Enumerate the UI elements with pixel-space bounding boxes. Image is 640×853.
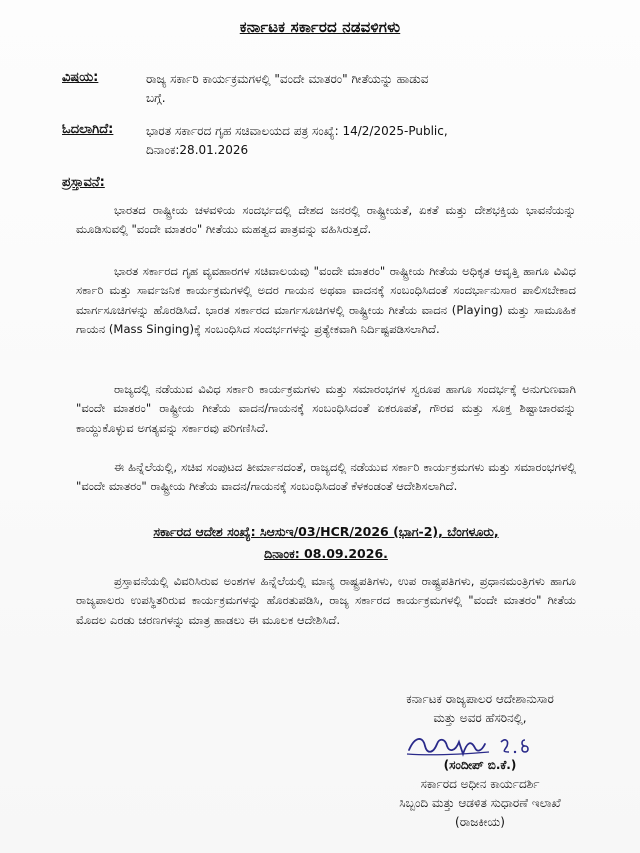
reference-line-2: ದಿನಾಂಕ:28.01.2026	[146, 143, 249, 157]
preamble-paragraph-4: ಈ ಹಿನ್ನೆಲೆಯಲ್ಲಿ, ಸಚಿವ ಸಂಪುಟದ ತೀರ್ಮಾನದಂತೆ, ರಾಜ್ಯದಲ್ಲಿ ನಡೆಯುವ ಸರ್ಕಾರಿ ಕಾರ್ಯಕ್ರಮಗಳು ಮತ್ತು ಸಮಾರಂಭಗಳಲ್ಲಿ "ವಂದೇ ಮಾತರಂ" ರಾಷ್ಟ್ರೀಯ ಗೀತೆಯ ವಾದನ/ಗಾಯನಕ್ಕೆ ಸಂಬಂಧಿಸಿದಂತೆ ಕೆಳಕಂಡಂತೆ ಆದೇಶಿಸಲಾಗಿದೆ.	[76, 460, 576, 494]
signatory-name: (ಸಂದೀಪ್ ಬಿ.ಕೆ.)	[443, 758, 517, 772]
order-paragraph: ಪ್ರಸ್ತಾವನೆಯಲ್ಲಿ ವಿವರಿಸಿರುವ ಅಂಶಗಳ ಹಿನ್ನೆಲೆಯಲ್ಲಿ ಮಾನ್ಯ ರಾಷ್ಟ್ರಪತಿಗಳು, ಉಪ ರಾಷ್ಟ್ರಪತಿಗಳು, ಪ್ರಧಾನಮಂತ್ರಿಗಳು ಹಾಗೂ ರಾಜ್ಯಪಾಲರು ಉಪಸ್ಥಿತರಿರುವ ಕಾರ್ಯಕ್ರಮಗಳನ್ನು ಹೊರತುಪಡಿಸಿ, ರಾಜ್ಯ ಸರ್ಕಾರದ ಕಾರ್ಯಕ್ರಮಗಳಲ್ಲಿ "ವಂದೇ ಮಾತರಂ" ಗೀತೆಯ ಮೊದಲ ಎರಡು ಚರಣಗಳನ್ನು ಮಾತ್ರ ಹಾಡಲು ಈ ಮೂಲಕ ಆದೇಶಿಸಿದೆ.	[76, 574, 576, 627]
preamble-paragraph-3: ರಾಜ್ಯದಲ್ಲಿ ನಡೆಯುವ ವಿವಿಧ ಸರ್ಕಾರಿ ಕಾರ್ಯಕ್ರಮಗಳು ಮತ್ತು ಸಮಾರಂಭಗಳ ಸ್ವರೂಪ ಹಾಗೂ ಸಂದರ್ಭಕ್ಕೆ ಅನುಗುಣವಾಗಿ "ವಂದೇ ಮಾತರಂ" ರಾಷ್ಟ್ರೀಯ ಗೀತೆಯ ವಾದನ/ಗಾಯನಕ್ಕೆ ಸಂಬಂಧಿಸಿದಂತೆ ಏಕರೂಪತೆ, ಗೌರವ ಮತ್ತು ಸೂಕ್ತ ಶಿಷ್ಟಾಚಾರವನ್ನು ಕಾಯ್ದುಕೊಳ್ಳುವ ಅಗತ್ಯವನ್ನು ಸರ್ಕಾರವು ಪರಿಗಣಿಸಿದೆ.	[76, 382, 576, 435]
subject-label: ವಿಷಯ:	[62, 70, 99, 85]
signatory-section: (ರಾಜಕೀಯ)	[455, 815, 505, 829]
signatory-designation: ಸರ್ಕಾರದ ಅಧೀನ ಕಾರ್ಯದರ್ಶಿ	[420, 777, 540, 791]
preamble-label: ಪ್ರಸ್ತಾವನೆ:	[62, 175, 105, 190]
subject-line-1: ರಾಜ್ಯ ಸರ್ಕಾರಿ ಕಾರ್ಯಕ್ರಮಗಳಲ್ಲಿ "ವಂದೇ ಮಾತರಂ" ಗೀತೆಯನ್ನು ಹಾಡುವ	[146, 72, 429, 86]
signatory-department: ಸಿಬ್ಬಂದಿ ಮತ್ತು ಆಡಳಿತ ಸುಧಾರಣೆ ಇಲಾಖೆ	[399, 796, 561, 810]
closing-line-2: ಮತ್ತು ಅವರ ಹೆಸರಿನಲ್ಲಿ,	[433, 711, 527, 725]
subject-line-2: ಬಗ್ಗೆ.	[146, 91, 166, 105]
preamble-paragraph-1: ಭಾರತದ ರಾಷ್ಟ್ರೀಯ ಚಳವಳಿಯ ಸಂದರ್ಭದಲ್ಲಿ ದೇಶದ ಜನರಲ್ಲಿ ರಾಷ್ಟ್ರೀಯತೆ, ಏಕತೆ ಮತ್ತು ದೇಶಭಕ್ತಿಯ ಭಾವನೆಯನ್ನು ಮೂಡಿಸುವಲ್ಲಿ "ವಂದೇ ಮಾತರಂ" ಗೀತೆಯು ಮಹತ್ವದ ಪಾತ್ರವನ್ನು ವಹಿಸಿರುತ್ತದೆ.	[76, 203, 576, 237]
order-date-line: ದಿನಾಂಕ: 08.09.2026.	[264, 546, 388, 561]
preamble-paragraph-2: ಭಾರತ ಸರ್ಕಾರದ ಗೃಹ ವ್ಯವಹಾರಗಳ ಸಚಿವಾಲಯವು "ವಂದೇ ಮಾತರಂ" ರಾಷ್ಟ್ರೀಯ ಗೀತೆಯ ಅಧಿಕೃತ ಆವೃತ್ತಿ ಹಾಗೂ ವಿವಿಧ ಸರ್ಕಾರಿ ಮತ್ತು ಸಾರ್ವಜನಿಕ ಕಾರ್ಯಕ್ರಮಗಳಲ್ಲಿ ಅದರ ಗಾಯನ ಅಥವಾ ವಾದನಕ್ಕೆ ಸಂಬಂಧಿಸಿದಂತೆ ಸಂದರ್ಭಾನುಸಾರ ಪಾಲಿಸಬೇಕಾದ ಮಾರ್ಗಸೂಚಿಗಳನ್ನು ಹೊರಡಿಸಿದೆ. ಭಾರತ ಸರ್ಕಾರದ ಮಾರ್ಗಸೂಚಿಗಳಲ್ಲಿ ರಾಷ್ಟ್ರೀಯ ಗೀತೆಯ ವಾದನ (Playing) ಮತ್ತು ಸಾಮೂಹಿಕ ಗಾಯನ (Mass Singing)ಕ್ಕೆ ಸಂಬಂಧಿಸಿದ ಸಂದರ್ಭಗಳನ್ನು ಪ್ರತ್ಯೇಕವಾಗಿ ನಿರ್ದಿಷ್ಟಪಡಿಸಲಾಗಿದೆ.	[76, 264, 576, 336]
reference-line-1: ಭಾರತ ಸರ್ಕಾರದ ಗೃಹ ಸಚಿವಾಲಯದ ಪತ್ರ ಸಂಖ್ಯೆ: 14/2/2025-Public,	[146, 124, 448, 138]
closing-line-1: ಕರ್ನಾಟಕ ರಾಜ್ಯಪಾಲರ ಆದೇಶಾನುಸಾರ	[406, 692, 554, 706]
order-number-line: ಸರ್ಕಾರದ ಆದೇಶ ಸಂಖ್ಯೆ: ಸಿಆಸುಇ/03/HCR/2026 (ಭಾಗ-2), ಬೆಂಗಳೂರು,	[153, 524, 499, 539]
document-title: ಕರ್ನಾಟಕ ಸರ್ಕಾರದ ನಡವಳಿಗಳು	[239, 18, 401, 36]
reference-label: ಓದಲಾಗಿದೆ:	[62, 122, 114, 137]
